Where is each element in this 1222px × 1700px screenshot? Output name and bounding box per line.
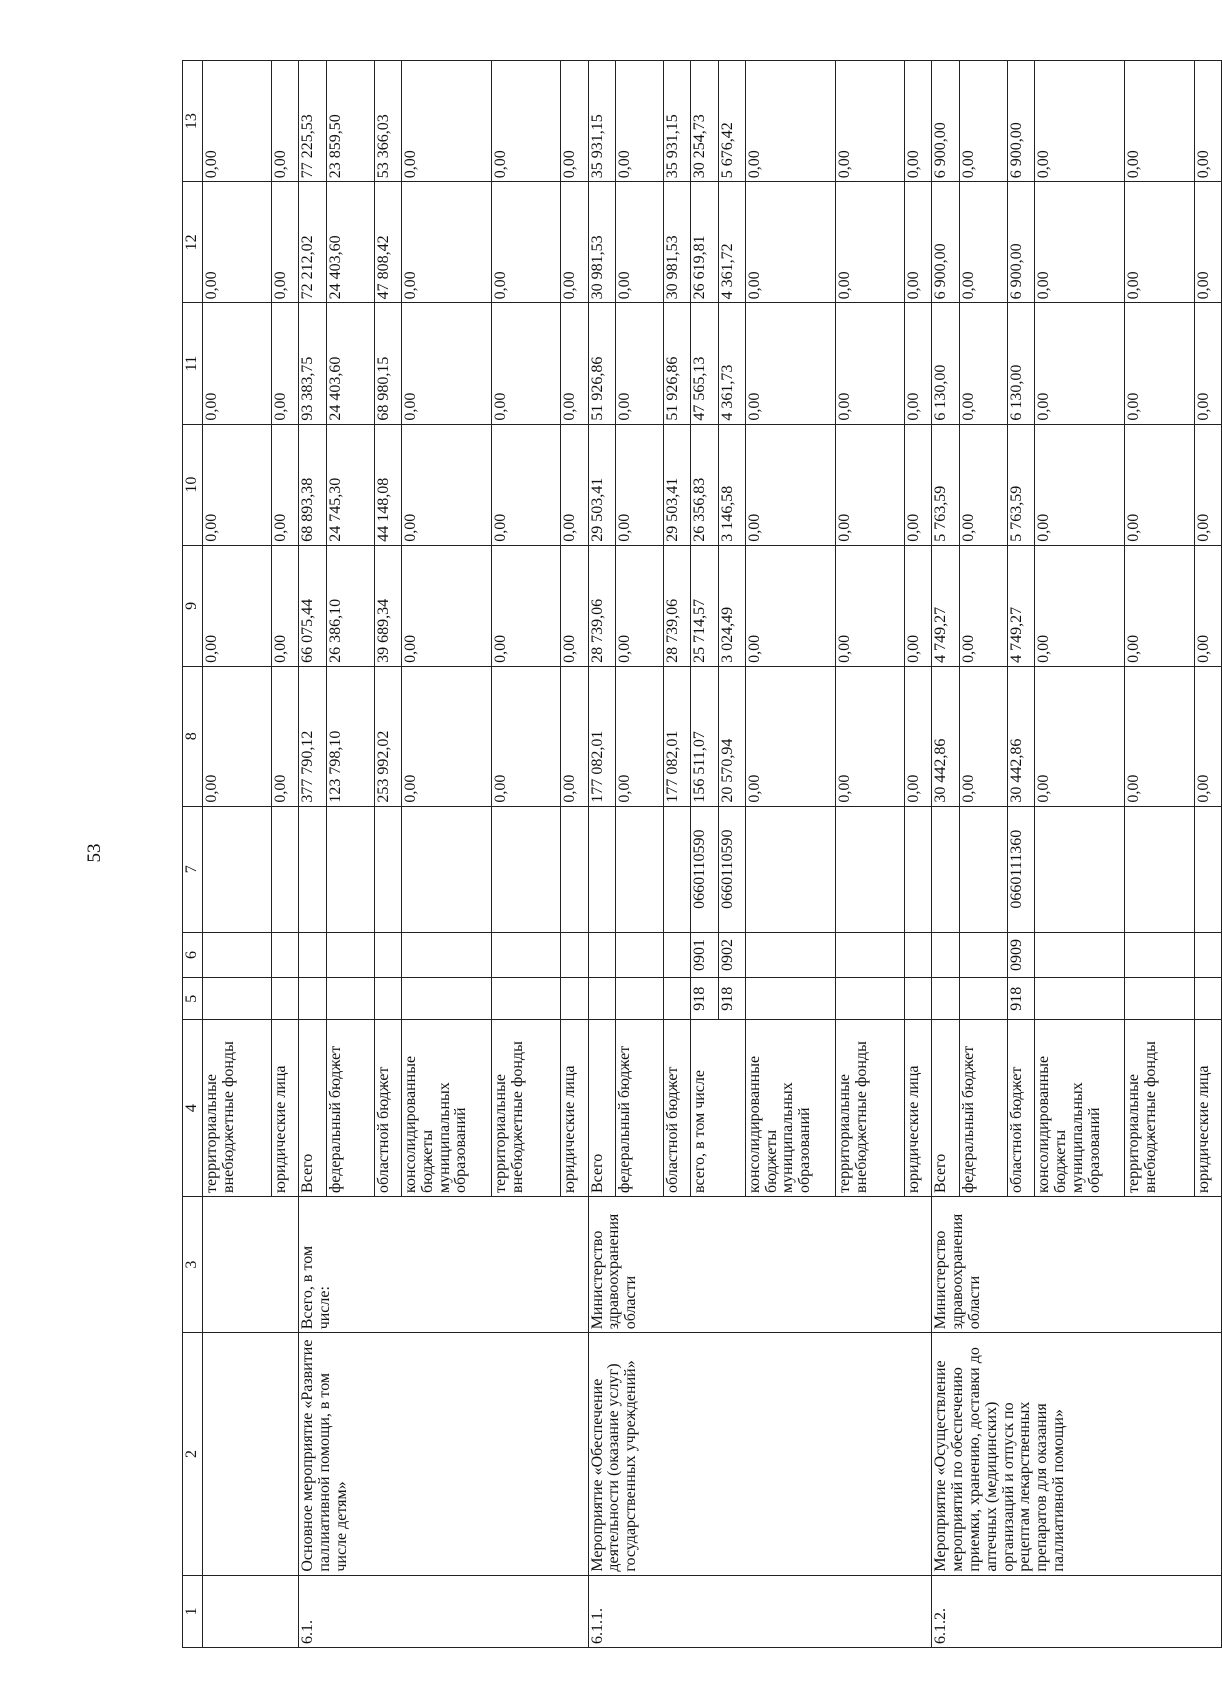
value-cell: 24 403,60 [326, 182, 374, 303]
cell-c5 [745, 978, 835, 1020]
value-cell: 39 689,34 [374, 545, 401, 666]
value-cell: 0,00 [1194, 61, 1221, 182]
value-cell: 0,00 [905, 303, 932, 424]
cell-c6 [588, 932, 615, 977]
cell-c5 [326, 978, 374, 1020]
header-row [183, 61, 203, 1648]
cell-c6 [1035, 932, 1125, 977]
value-cell: 0,00 [745, 545, 835, 666]
header-cell: 10 [183, 424, 203, 545]
cell-c1 [202, 1575, 298, 1647]
cell-c6 [615, 932, 663, 977]
value-cell: 0,00 [1125, 61, 1194, 182]
value-cell: 0,00 [202, 61, 271, 182]
cell-c7 [492, 806, 561, 932]
cell-c6 [664, 932, 691, 977]
value-cell: 0,00 [835, 303, 904, 424]
cell-c5 [615, 978, 663, 1020]
cell-c4: территориальные внебюджетные фонды [835, 1020, 904, 1197]
cell-c2: Основное мероприятие «Развитие паллиативной помощи, в том числе детям» [299, 1333, 588, 1575]
table-row [202, 61, 271, 1648]
cell-c6: 0901 [691, 932, 718, 977]
value-cell: 68 980,15 [374, 303, 401, 424]
cell-c6 [905, 932, 932, 977]
cell-c4: Всего [588, 1020, 615, 1197]
cell-c4: Всего [932, 1020, 959, 1197]
value-cell: 377 790,12 [299, 666, 326, 806]
header-cell: 2 [183, 1333, 203, 1575]
value-cell: 0,00 [561, 303, 588, 424]
value-cell: 0,00 [615, 61, 663, 182]
value-cell: 0,00 [1125, 182, 1194, 303]
value-cell: 0,00 [1035, 182, 1125, 303]
cell-c4: областной бюджет [1007, 1020, 1034, 1197]
header-cell: 6 [183, 932, 203, 977]
cell-c7 [664, 806, 691, 932]
value-cell: 0,00 [1194, 303, 1221, 424]
value-cell: 20 570,94 [718, 666, 745, 806]
value-cell: 0,00 [401, 182, 491, 303]
value-cell: 47 808,42 [374, 182, 401, 303]
value-cell: 77 225,53 [299, 61, 326, 182]
value-cell: 23 859,50 [326, 61, 374, 182]
value-cell: 0,00 [272, 666, 299, 806]
value-cell: 0,00 [745, 666, 835, 806]
cell-c7: 0660110590 [691, 806, 718, 932]
value-cell: 0,00 [959, 182, 1007, 303]
value-cell: 30 442,86 [932, 666, 959, 806]
value-cell: 0,00 [492, 61, 561, 182]
value-cell: 0,00 [492, 182, 561, 303]
cell-c5: 918 [1007, 978, 1034, 1020]
value-cell: 0,00 [272, 303, 299, 424]
value-cell: 0,00 [1125, 666, 1194, 806]
header-cell: 1 [183, 1575, 203, 1647]
cell-c5 [374, 978, 401, 1020]
value-cell: 0,00 [401, 61, 491, 182]
cell-c5: 918 [691, 978, 718, 1020]
cell-c6 [492, 932, 561, 977]
value-cell: 0,00 [202, 303, 271, 424]
value-cell: 177 082,01 [588, 666, 615, 806]
cell-c1: 6.1.1. [588, 1575, 932, 1647]
cell-c5 [1125, 978, 1194, 1020]
value-cell: 29 503,41 [588, 424, 615, 545]
value-cell: 0,00 [561, 424, 588, 545]
cell-c4: федеральный бюджет [326, 1020, 374, 1197]
cell-c7 [932, 806, 959, 932]
cell-c6 [202, 932, 271, 977]
value-cell: 0,00 [272, 424, 299, 545]
value-cell: 0,00 [905, 666, 932, 806]
value-cell: 0,00 [745, 303, 835, 424]
value-cell: 0,00 [1035, 545, 1125, 666]
value-cell: 0,00 [492, 424, 561, 545]
value-cell: 0,00 [835, 182, 904, 303]
value-cell: 0,00 [561, 545, 588, 666]
cell-c4: федеральный бюджет [959, 1020, 1007, 1197]
cell-c5 [835, 978, 904, 1020]
cell-c4: Всего [299, 1020, 326, 1197]
value-cell: 6 130,00 [932, 303, 959, 424]
value-cell: 0,00 [615, 303, 663, 424]
value-cell: 0,00 [401, 545, 491, 666]
cell-c7 [561, 806, 588, 932]
value-cell: 0,00 [202, 424, 271, 545]
cell-c4: консолидированные бюджеты муниципальных образований [745, 1020, 835, 1197]
cell-c7 [1035, 806, 1125, 932]
value-cell: 0,00 [401, 424, 491, 545]
header-cell: 9 [183, 545, 203, 666]
budget-table [182, 60, 1222, 1648]
cell-c7 [326, 806, 374, 932]
cell-c7 [1125, 806, 1194, 932]
value-cell: 0,00 [745, 182, 835, 303]
cell-c6 [1125, 932, 1194, 977]
value-cell: 68 893,38 [299, 424, 326, 545]
value-cell: 0,00 [1194, 545, 1221, 666]
cell-c4: юридические лица [272, 1020, 299, 1197]
cell-c4: областной бюджет [374, 1020, 401, 1197]
cell-c5 [905, 978, 932, 1020]
value-cell: 30 981,53 [588, 182, 615, 303]
cell-c4: областной бюджет [664, 1020, 691, 1197]
cell-c5 [202, 978, 271, 1020]
value-cell: 3 146,58 [718, 424, 745, 545]
header-cell: 12 [183, 182, 203, 303]
value-cell: 0,00 [835, 545, 904, 666]
value-cell: 0,00 [1125, 545, 1194, 666]
cell-c7 [745, 806, 835, 932]
value-cell: 0,00 [959, 666, 1007, 806]
cell-c5 [272, 978, 299, 1020]
header-cell: 5 [183, 978, 203, 1020]
cell-c1: 6.1. [299, 1575, 588, 1647]
value-cell: 0,00 [1125, 303, 1194, 424]
value-cell: 0,00 [561, 666, 588, 806]
value-cell: 29 503,41 [664, 424, 691, 545]
value-cell: 47 565,13 [691, 303, 718, 424]
value-cell: 0,00 [202, 666, 271, 806]
cell-c5 [959, 978, 1007, 1020]
value-cell: 51 926,86 [664, 303, 691, 424]
value-cell: 156 511,07 [691, 666, 718, 806]
value-cell: 25 714,57 [691, 545, 718, 666]
value-cell: 0,00 [615, 666, 663, 806]
value-cell: 0,00 [401, 666, 491, 806]
value-cell: 253 992,02 [374, 666, 401, 806]
cell-c3: Всего, в том числе: [299, 1196, 588, 1332]
header-cell: 11 [183, 303, 203, 424]
value-cell: 26 619,81 [691, 182, 718, 303]
value-cell: 30 981,53 [664, 182, 691, 303]
value-cell: 0,00 [202, 182, 271, 303]
cell-c6 [401, 932, 491, 977]
cell-c3 [202, 1196, 298, 1332]
cell-c6 [561, 932, 588, 977]
cell-c5 [1194, 978, 1221, 1020]
cell-c6: 0909 [1007, 932, 1034, 977]
header-cell: 7 [183, 806, 203, 932]
value-cell: 123 798,10 [326, 666, 374, 806]
header-cell: 4 [183, 1020, 203, 1197]
value-cell: 5 676,42 [718, 61, 745, 182]
cell-c7 [374, 806, 401, 932]
value-cell: 6 900,00 [932, 182, 959, 303]
value-cell: 6 900,00 [1007, 182, 1034, 303]
value-cell: 0,00 [959, 61, 1007, 182]
cell-c5 [1035, 978, 1125, 1020]
value-cell: 0,00 [905, 61, 932, 182]
cell-c7 [272, 806, 299, 932]
value-cell: 0,00 [401, 303, 491, 424]
cell-c7 [835, 806, 904, 932]
cell-c4: территориальные внебюджетные фонды [1125, 1020, 1194, 1197]
value-cell: 0,00 [615, 424, 663, 545]
value-cell: 0,00 [1035, 666, 1125, 806]
cell-c7 [905, 806, 932, 932]
cell-c4: юридические лица [905, 1020, 932, 1197]
value-cell: 44 148,08 [374, 424, 401, 545]
value-cell: 0,00 [272, 61, 299, 182]
cell-c5 [401, 978, 491, 1020]
cell-c7 [588, 806, 615, 932]
cell-c2 [202, 1333, 298, 1575]
cell-c6 [835, 932, 904, 977]
value-cell: 93 383,75 [299, 303, 326, 424]
cell-c3: Министерство здравоохранения области [588, 1196, 932, 1332]
value-cell: 0,00 [1125, 424, 1194, 545]
value-cell: 177 082,01 [664, 666, 691, 806]
value-cell: 30 254,73 [691, 61, 718, 182]
value-cell: 6 900,00 [1007, 61, 1034, 182]
cell-c7 [299, 806, 326, 932]
cell-c4: всего, в том числе [691, 1020, 746, 1197]
value-cell: 0,00 [745, 61, 835, 182]
value-cell: 4 749,27 [932, 545, 959, 666]
table-row [588, 61, 615, 1648]
cell-c7: 0660111360 [1007, 806, 1034, 932]
value-cell: 0,00 [615, 545, 663, 666]
value-cell: 4 361,73 [718, 303, 745, 424]
value-cell: 0,00 [615, 182, 663, 303]
value-cell: 0,00 [1035, 303, 1125, 424]
value-cell: 0,00 [272, 545, 299, 666]
value-cell: 26 386,10 [326, 545, 374, 666]
value-cell: 0,00 [1035, 61, 1125, 182]
table-body [202, 61, 1221, 1648]
cell-c6 [932, 932, 959, 977]
rotated-table-container [182, 60, 1222, 1648]
cell-c6 [272, 932, 299, 977]
cell-c5 [561, 978, 588, 1020]
value-cell: 66 075,44 [299, 545, 326, 666]
value-cell: 0,00 [745, 424, 835, 545]
value-cell: 30 442,86 [1007, 666, 1034, 806]
value-cell: 53 366,03 [374, 61, 401, 182]
cell-c6 [959, 932, 1007, 977]
table-row [932, 61, 959, 1648]
value-cell: 0,00 [959, 424, 1007, 545]
value-cell: 28 739,06 [588, 545, 615, 666]
cell-c5 [588, 978, 615, 1020]
cell-c6 [745, 932, 835, 977]
cell-c4: консолидированные бюджеты муниципальных образований [401, 1020, 491, 1197]
value-cell: 6 130,00 [1007, 303, 1034, 424]
cell-c7 [615, 806, 663, 932]
value-cell: 6 900,00 [932, 61, 959, 182]
cell-c6: 0902 [718, 932, 745, 977]
value-cell: 0,00 [905, 545, 932, 666]
value-cell: 0,00 [561, 182, 588, 303]
table-row [299, 61, 326, 1648]
value-cell: 5 763,59 [932, 424, 959, 545]
value-cell: 0,00 [492, 666, 561, 806]
cell-c4: юридические лица [1194, 1020, 1221, 1197]
value-cell: 0,00 [272, 182, 299, 303]
cell-c4: консолидированные бюджеты муниципальных образований [1035, 1020, 1125, 1197]
value-cell: 0,00 [1194, 666, 1221, 806]
cell-c5: 918 [718, 978, 745, 1020]
cell-c6 [1194, 932, 1221, 977]
cell-c7 [202, 806, 271, 932]
value-cell: 3 024,49 [718, 545, 745, 666]
cell-c4: территориальные внебюджетные фонды [202, 1020, 271, 1197]
header-cell: 3 [183, 1196, 203, 1332]
value-cell: 0,00 [202, 545, 271, 666]
value-cell: 0,00 [905, 424, 932, 545]
value-cell: 28 739,06 [664, 545, 691, 666]
cell-c6 [374, 932, 401, 977]
cell-c4: федеральный бюджет [615, 1020, 663, 1197]
page-number: 53 [84, 843, 105, 863]
cell-c2: Мероприятие «Осуществление мероприятий по обеспечению приемки, хранению, доставки до аптечных (медицинских) организаций и отпуск по рецептам лекарственных препаратов для оказания паллиативной помощи» [932, 1333, 1222, 1575]
cell-c5 [492, 978, 561, 1020]
value-cell: 0,00 [1194, 182, 1221, 303]
cell-c7 [959, 806, 1007, 932]
value-cell: 24 745,30 [326, 424, 374, 545]
cell-c3: Министерство здравоохранения области [932, 1196, 1222, 1332]
cell-c5 [299, 978, 326, 1020]
cell-c6 [326, 932, 374, 977]
value-cell: 26 356,83 [691, 424, 718, 545]
cell-c1: 6.1.2. [932, 1575, 1222, 1647]
value-cell: 0,00 [959, 545, 1007, 666]
value-cell: 0,00 [835, 666, 904, 806]
cell-c4: территориальные внебюджетные фонды [492, 1020, 561, 1197]
value-cell: 0,00 [492, 545, 561, 666]
value-cell: 35 931,15 [588, 61, 615, 182]
value-cell: 72 212,02 [299, 182, 326, 303]
cell-c7 [401, 806, 491, 932]
value-cell: 0,00 [835, 61, 904, 182]
cell-c5 [932, 978, 959, 1020]
value-cell: 5 763,59 [1007, 424, 1034, 545]
value-cell: 0,00 [1035, 424, 1125, 545]
value-cell: 4 749,27 [1007, 545, 1034, 666]
value-cell: 0,00 [492, 303, 561, 424]
value-cell: 0,00 [561, 61, 588, 182]
cell-c6 [299, 932, 326, 977]
value-cell: 0,00 [835, 424, 904, 545]
header-cell: 8 [183, 666, 203, 806]
value-cell: 0,00 [905, 182, 932, 303]
value-cell: 0,00 [1194, 424, 1221, 545]
value-cell: 35 931,15 [664, 61, 691, 182]
value-cell: 0,00 [959, 303, 1007, 424]
cell-c5 [664, 978, 691, 1020]
cell-c7 [1194, 806, 1221, 932]
value-cell: 51 926,86 [588, 303, 615, 424]
value-cell: 24 403,60 [326, 303, 374, 424]
header-cell: 13 [183, 61, 203, 182]
cell-c2: Мероприятие «Обеспечение деятельности (оказание услуг) государственных учреждений» [588, 1333, 932, 1575]
cell-c4: юридические лица [561, 1020, 588, 1197]
value-cell: 4 361,72 [718, 182, 745, 303]
cell-c7: 0660110590 [718, 806, 745, 932]
